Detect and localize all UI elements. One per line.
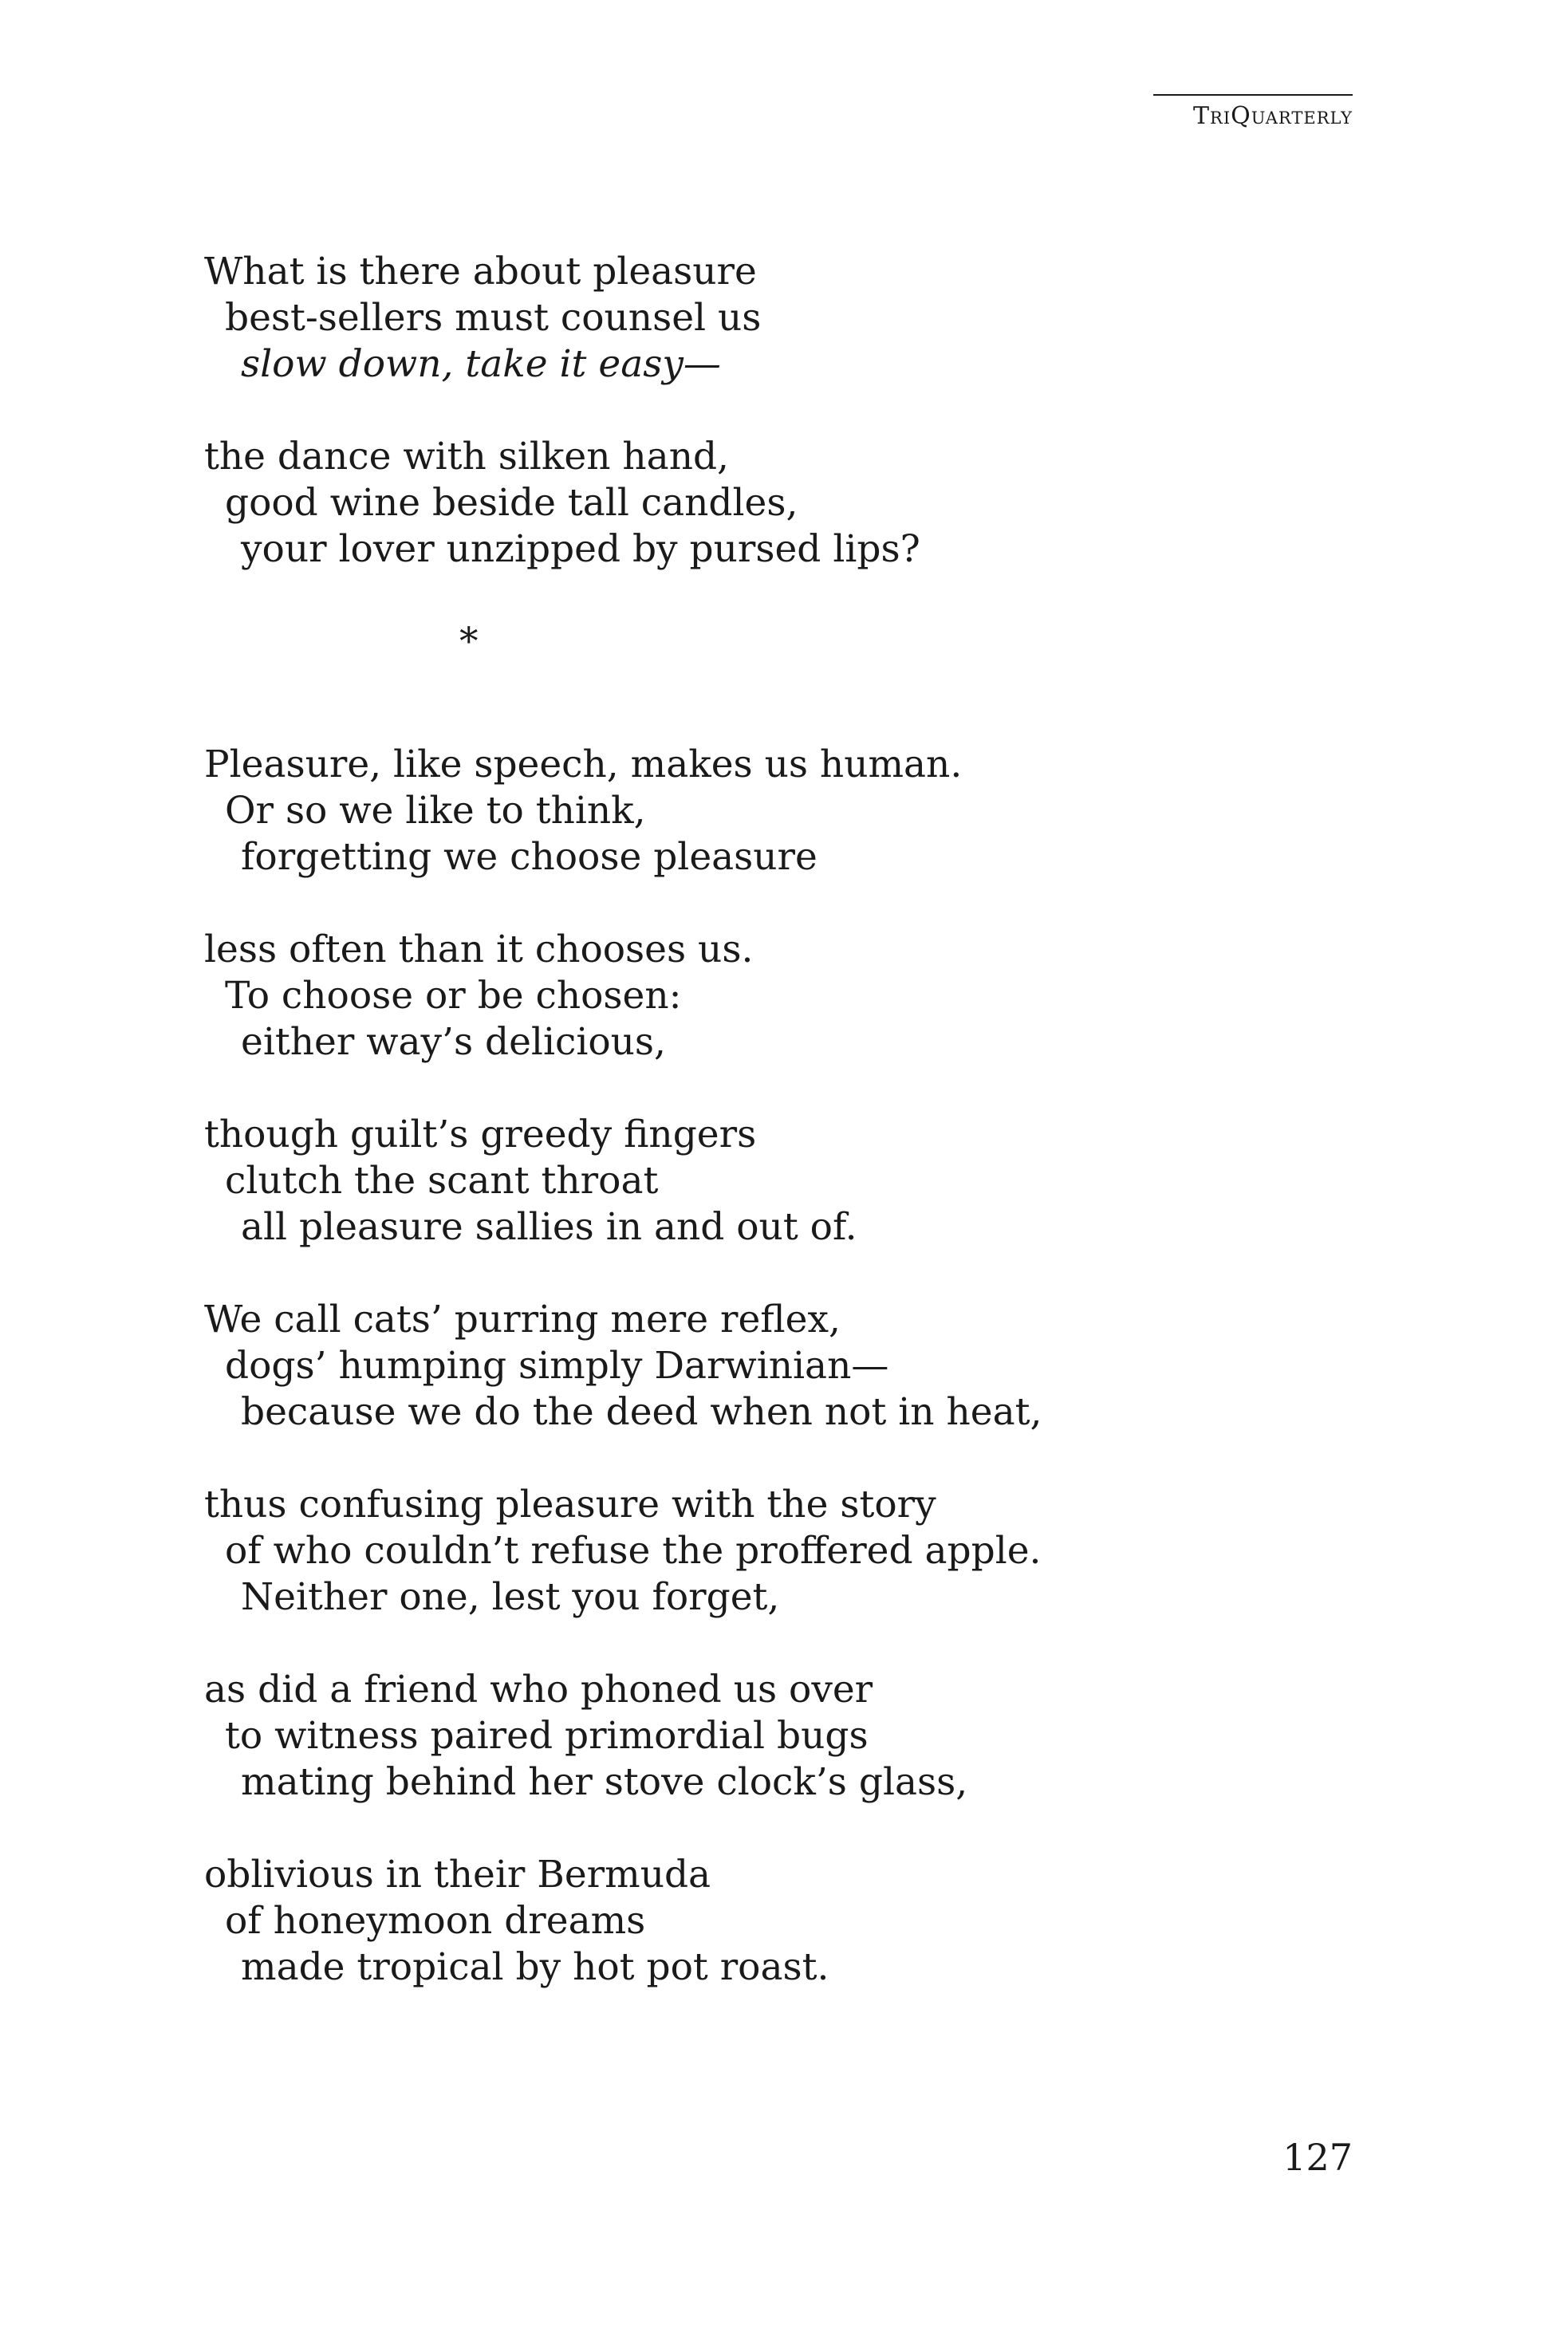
poem-line: of honeymoon dreams — [225, 1899, 646, 1943]
poem-line: best-sellers must counsel us — [225, 296, 762, 340]
poem-line: all pleasure sallies in and out of. — [241, 1205, 857, 1249]
stanza — [204, 1297, 1401, 1436]
poem-line: Pleasure, like speech, makes us human. — [204, 743, 963, 786]
stanza — [204, 1667, 1401, 1806]
poem-line: though guilt’s greedy fingers — [204, 1113, 757, 1156]
page-number: 127 — [1282, 2136, 1353, 2179]
poem-line: to witness paired primordial bugs — [225, 1714, 869, 1758]
poem-line: slow down, take it easy— — [241, 342, 721, 386]
stanza — [204, 434, 1401, 573]
poem-line: dogs’ humping simply Darwinian— — [225, 1344, 889, 1388]
poem-line: What is there about pleasure — [204, 250, 757, 293]
stanza — [204, 249, 1401, 388]
running-head — [1153, 94, 1353, 130]
poem-line: your lover unzipped by pursed lips? — [241, 527, 920, 571]
poem-line: thus confusing pleasure with the story — [204, 1483, 936, 1526]
stanza — [204, 742, 1401, 880]
poem-line: less often than it chooses us. — [204, 928, 754, 971]
journal-title: TriQuarterly — [1193, 102, 1353, 130]
poem-line: Neither one, lest you forget, — [241, 1575, 780, 1619]
poem-line: oblivious in their Bermuda — [204, 1853, 711, 1897]
poem — [204, 249, 1401, 2037]
poem-line: To choose or be chosen: — [225, 974, 682, 1018]
poem-line: as did a friend who phoned us over — [204, 1668, 873, 1712]
poem-line: either way’s delicious, — [241, 1020, 666, 1064]
poem-line: of who couldn’t refuse the proffered apple. — [225, 1529, 1042, 1573]
poem-line: made tropical by hot pot roast. — [241, 1945, 829, 1989]
poem-line: Or so we like to think, — [225, 789, 646, 833]
poem-line: clutch the scant throat — [225, 1159, 659, 1203]
stanza — [204, 927, 1401, 1066]
stanza — [204, 1482, 1401, 1621]
section-separator: * — [459, 620, 479, 664]
poem-line: because we do the deed when not in heat, — [241, 1390, 1042, 1434]
poem-line: the dance with silken hand, — [204, 435, 729, 479]
stanza — [204, 1112, 1401, 1251]
poem-line: good wine beside tall candles, — [225, 481, 798, 525]
header-rule — [1153, 94, 1353, 96]
poem-line: We call cats’ purring mere reflex, — [204, 1298, 841, 1341]
poem-line: mating behind her stove clock’s glass, — [241, 1760, 968, 1804]
stanza — [204, 1852, 1401, 1991]
poem-line: forgetting we choose pleasure — [241, 835, 817, 879]
